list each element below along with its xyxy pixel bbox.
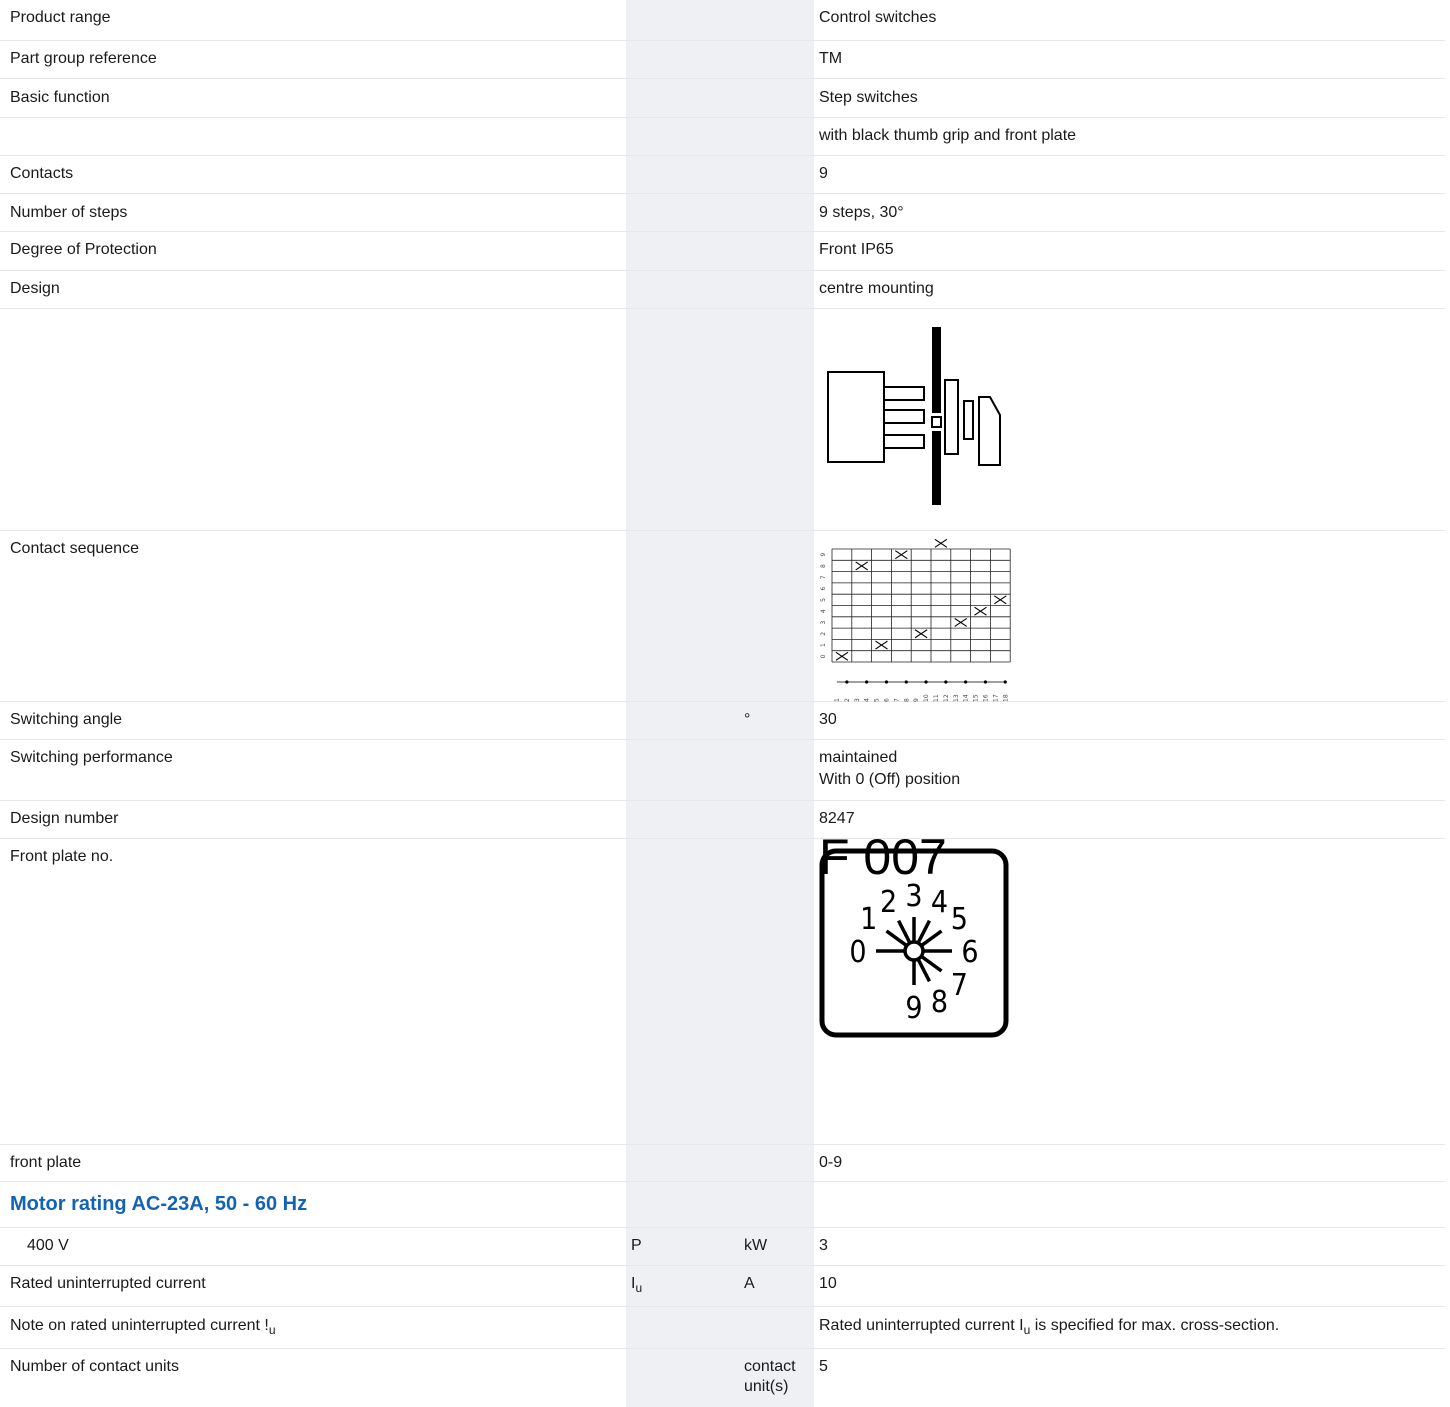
row-value: 8247: [819, 810, 855, 827]
row-label: Contacts: [10, 165, 74, 182]
row-value: 9 steps, 30°: [819, 204, 904, 221]
sequence-terminal-label: 7: [893, 698, 901, 702]
dial-position-number: 6: [961, 935, 979, 970]
row-label: Design number: [10, 810, 119, 827]
row-contacts: [0, 156, 1445, 194]
row-front-plate: [0, 1145, 1445, 1182]
row-protection: [0, 232, 1445, 271]
row-label: Switching performance: [10, 749, 173, 766]
dial-position-number: 0: [849, 935, 867, 970]
row-note-current: [0, 1307, 1445, 1349]
dial-position-number: 7: [950, 967, 968, 1003]
row-label: Part group reference: [10, 50, 157, 67]
row-design-number: [0, 801, 1445, 839]
row-value: 5: [819, 1358, 828, 1375]
row-front-plate-no: [0, 829, 1445, 1145]
row-symbol: $I_u$: [631, 1275, 643, 1295]
sequence-terminal-label: 4: [863, 698, 871, 702]
row-basic-function-detail: [0, 118, 1445, 156]
sequence-terminal-label: 8: [903, 698, 911, 702]
row-value: 0-9: [819, 1154, 843, 1171]
row-part-group: [0, 41, 1445, 79]
row-label: front plate: [10, 1154, 82, 1171]
sequence-terminal-label: 6: [883, 698, 891, 702]
row-symbol: P: [631, 1237, 642, 1254]
sequence-position-label: 0: [820, 654, 827, 659]
dial-position-number: 8: [930, 984, 949, 1020]
row-label: Number of steps: [10, 204, 128, 221]
sequence-position-label: 5: [820, 598, 827, 602]
sequence-position-label: 1: [820, 643, 827, 648]
row-value: 3: [819, 1237, 828, 1254]
sequence-position-label: 8: [820, 564, 827, 568]
dial-position-number: 1: [860, 902, 878, 938]
row-value: 30: [819, 711, 837, 728]
sequence-terminal-label: 1: [833, 698, 841, 702]
row-motor-400v: [0, 1228, 1445, 1266]
sequence-terminal-label: 3: [853, 698, 861, 702]
row-value: 10: [819, 1275, 837, 1292]
sequence-terminal-label: 15: [972, 694, 980, 702]
row-switching-angle: [0, 702, 1445, 740]
sequence-terminal-label: 5: [873, 698, 881, 702]
row-value: Rated uninterrupted current $I_u$ is specified for max. cross-section.: [819, 1317, 1280, 1337]
contact-sequence-diagram: [812, 539, 1012, 702]
row-design-drawing: [0, 309, 1445, 531]
row-label: Product range: [10, 9, 111, 26]
row-basic-function: [0, 79, 1445, 118]
sequence-terminal-label: 2: [843, 698, 851, 702]
sequence-terminal-label: 16: [982, 694, 990, 702]
dial-position-number: 5: [950, 902, 968, 938]
row-value: 9: [819, 165, 828, 182]
row-label: Contact sequence: [10, 540, 139, 557]
dial-position-number: 2: [879, 885, 898, 921]
row-contact-units: [0, 1349, 1445, 1407]
row-label: Design: [10, 280, 60, 297]
row-unit-line2: unit(s): [744, 1378, 789, 1395]
row-label: Number of contact units: [10, 1358, 179, 1375]
sequence-terminal-label: 12: [942, 694, 950, 702]
sequence-terminal-label: 13: [952, 694, 960, 702]
row-product-range: [0, 0, 1445, 41]
sequence-position-label: 7: [820, 575, 827, 580]
sequence-terminal-label: 18: [1002, 694, 1010, 702]
row-section-heading: [0, 1182, 1445, 1228]
front-plate-code: F 007: [819, 829, 947, 885]
row-switching-performance: [0, 740, 1445, 801]
sequence-terminal-label: 14: [962, 694, 970, 702]
sequence-terminal-label: 10: [923, 694, 931, 702]
row-unit: °: [744, 711, 751, 728]
sequence-terminal-label: 17: [992, 694, 1000, 702]
row-value: TM: [819, 50, 843, 67]
row-value: Step switches: [819, 89, 918, 106]
row-value: with black thumb grip and front plate: [819, 127, 1077, 144]
section-heading: Motor rating AC-23A, 50 - 60 Hz: [10, 1193, 308, 1215]
sequence-terminal-label: 9: [913, 698, 921, 702]
row-label: Switching angle: [10, 711, 123, 728]
mounting-plate-lower: [932, 431, 941, 505]
dial-position-number: 3: [905, 879, 923, 914]
row-label: 400 V: [27, 1237, 69, 1254]
row-value-line1: maintained: [819, 749, 898, 766]
sequence-position-label: 3: [820, 620, 827, 625]
centre-mounting-drawing: [819, 321, 1019, 511]
sequence-position-label: 4: [820, 609, 827, 614]
sequence-position-label: 6: [820, 586, 827, 591]
row-label: Basic function: [10, 89, 110, 106]
row-value-line2: With 0 (Off) position: [819, 771, 961, 788]
row-value: centre mounting: [819, 280, 934, 297]
row-number-of-steps: [0, 194, 1445, 232]
row-rated-current: [0, 1266, 1445, 1307]
sequence-position-label: 9: [820, 552, 827, 557]
row-label: Front plate no.: [10, 848, 114, 865]
row-design: [0, 271, 1445, 309]
row-label: Note on rated uninterrupted current $!_u$: [10, 1317, 276, 1337]
mounting-plate-upper: [932, 327, 941, 413]
row-unit: A: [744, 1275, 755, 1292]
dial-hub: [905, 942, 923, 960]
row-label: Rated uninterrupted current: [10, 1275, 206, 1292]
row-unit-line1: contact: [744, 1358, 796, 1375]
row-contact-sequence: [0, 531, 1445, 702]
dial-position-number: 4: [930, 885, 949, 921]
sequence-position-label: 2: [820, 631, 827, 636]
row-label: Degree of Protection: [10, 241, 157, 258]
row-value: Control switches: [819, 9, 937, 26]
dial-position-number: 9: [905, 991, 923, 1026]
row-value: Front IP65: [819, 241, 894, 258]
sequence-terminal-label: 11: [932, 694, 940, 702]
row-unit: kW: [744, 1237, 768, 1254]
